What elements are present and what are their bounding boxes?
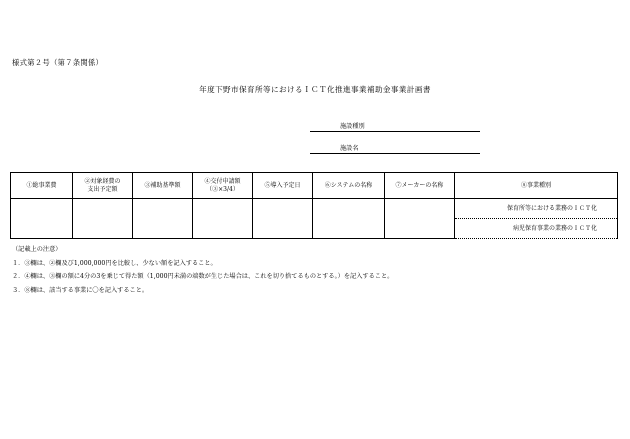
header-install-date-label: ⑤導入予定日: [264, 181, 301, 189]
header-install-date: [253, 173, 313, 199]
header-planned-expense: [73, 173, 133, 199]
header-application-amount: [193, 173, 253, 199]
planned-expense-cell[interactable]: [73, 199, 133, 239]
business-type-sick-child-label: 病児保育事業の業務のＩＣＴ化: [512, 224, 597, 232]
form-number: 様式第２号（第７条関係）: [12, 58, 104, 67]
header-maker-name: [385, 173, 455, 199]
note-item-2: ２．④欄は、③欄の額に4分の3を乗じて得た額（1,000円未満の端数が生じた場合は、これを切り捨てるものとする。）を記入すること。: [12, 273, 394, 281]
notes-heading: （記載上の注意）: [12, 246, 62, 253]
header-maker-name-label: ⑦メーカーの名称: [395, 181, 444, 189]
table-header-row: [11, 173, 618, 199]
header-planned-expense-line2: 支出予定額: [87, 185, 118, 193]
header-subsidy-base: [133, 173, 193, 199]
facility-name-label: 施設名: [340, 145, 359, 152]
facility-type-label: 施設種別: [340, 123, 365, 130]
business-type-nursery-cell[interactable]: [455, 199, 618, 219]
business-type-sick-child-cell[interactable]: [455, 219, 618, 239]
header-application-amount-line2: （③×3/4）: [206, 185, 239, 193]
table-row: [11, 199, 618, 219]
facility-type-field[interactable]: [310, 120, 480, 132]
application-amount-cell[interactable]: [193, 199, 253, 239]
header-system-name: [313, 173, 385, 199]
business-type-nursery-label: 保育所等における業務のＩＣＴ化: [506, 204, 597, 212]
install-date-cell[interactable]: [253, 199, 313, 239]
header-planned-expense-line1: ②対象経費の: [84, 178, 121, 186]
header-application-amount-line1: ④交付申請額: [204, 178, 241, 186]
total-cost-cell[interactable]: [11, 199, 73, 239]
subsidy-base-cell[interactable]: [133, 199, 193, 239]
facility-name-field[interactable]: [310, 142, 480, 154]
maker-name-cell[interactable]: [385, 199, 455, 239]
note-item-3: ３．⑧欄は、該当する事業に〇を記入すること。: [12, 286, 149, 294]
header-total-cost: [11, 173, 73, 199]
header-subsidy-base-label: ③補助基準額: [144, 181, 181, 189]
plan-table: [10, 172, 618, 239]
document-title: 年度下野市保育所等におけるＩＣＴ化推進事業補助金事業計画書: [199, 85, 431, 94]
note-item-1: １．③欄は、②欄及び1,000,000円を比較し、少ない額を記入すること。: [12, 259, 217, 267]
header-business-type-label: ⑧事業種別: [520, 181, 551, 189]
header-total-cost-label: ①総事業費: [26, 181, 57, 189]
header-business-type: [455, 173, 618, 199]
notes-section: [12, 243, 393, 297]
system-name-cell[interactable]: [313, 199, 385, 239]
header-system-name-label: ⑥システムの名称: [324, 181, 373, 189]
